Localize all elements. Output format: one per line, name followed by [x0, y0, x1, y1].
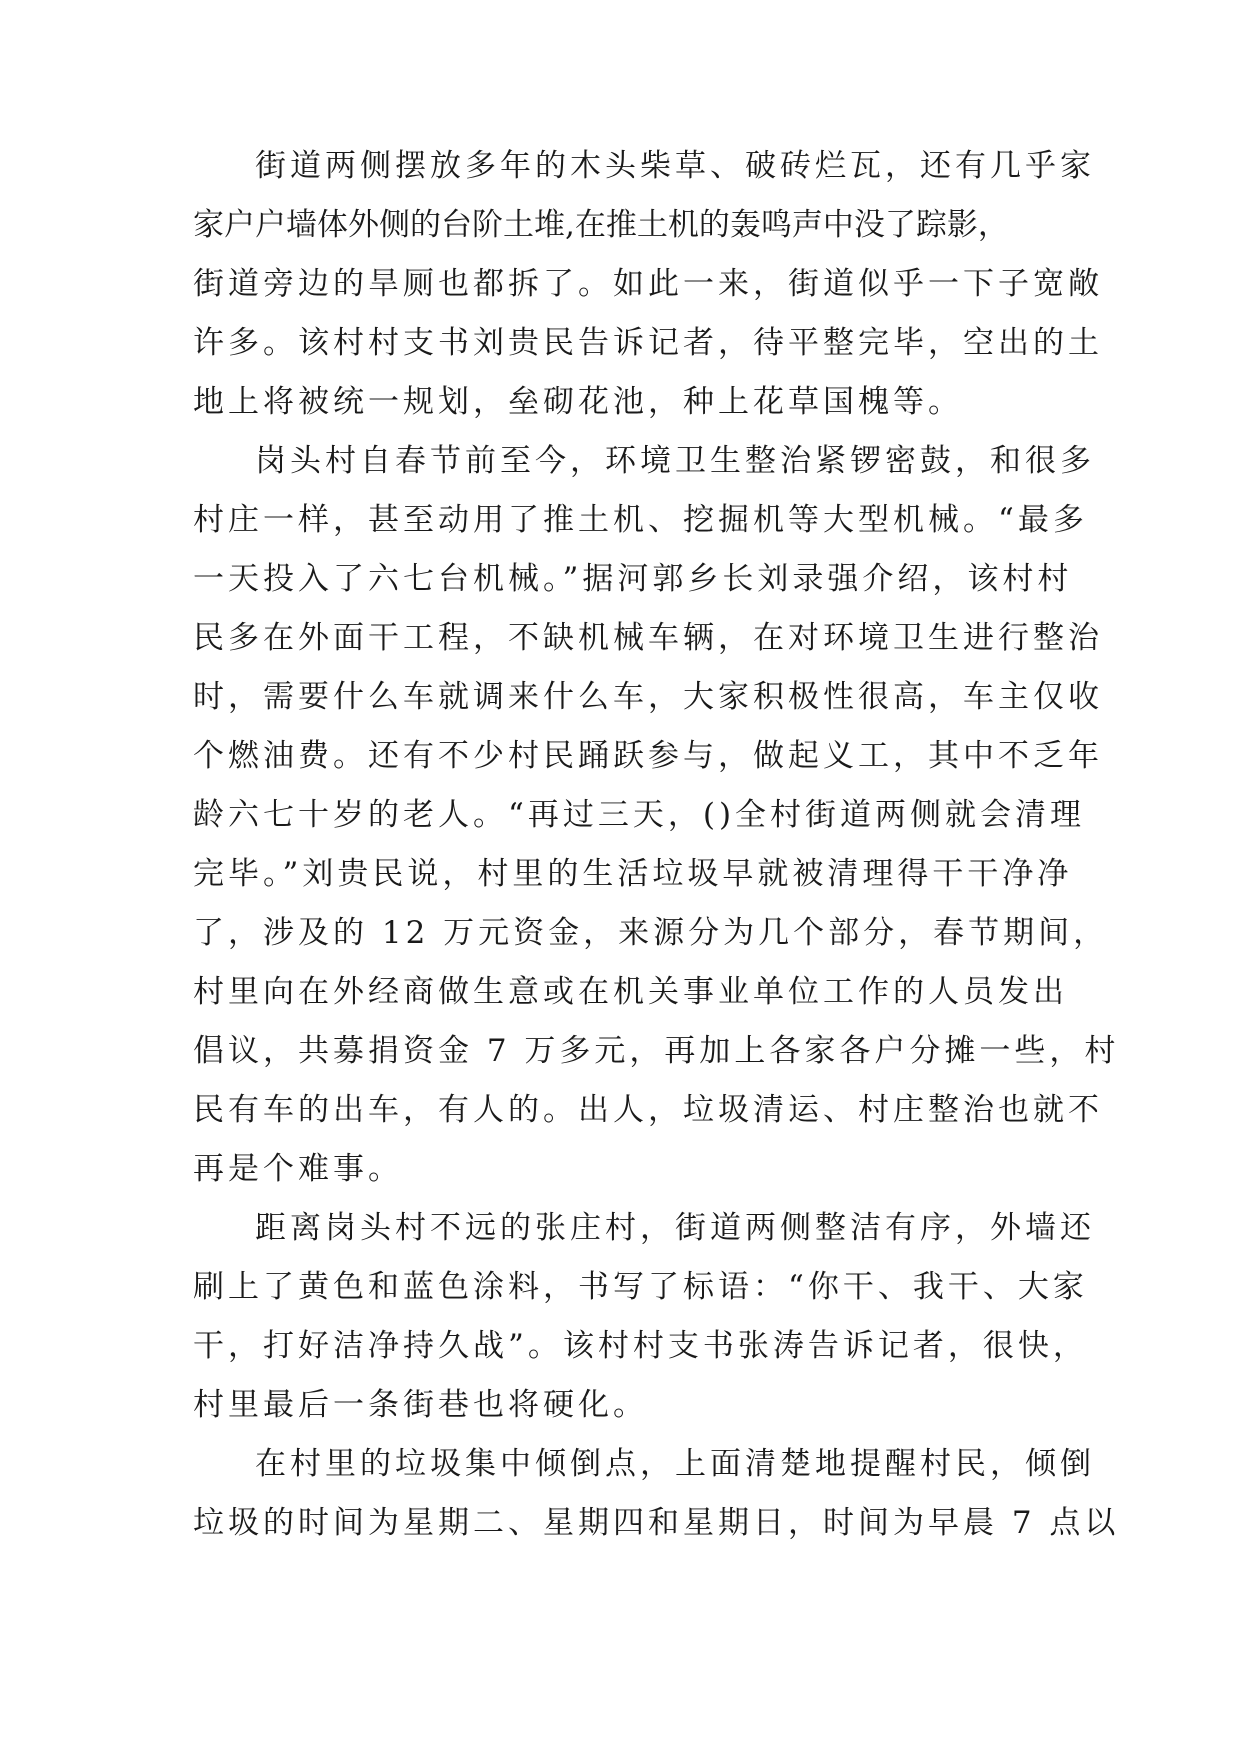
text-line: 刷上了黄色和蓝色涂料，书写了标语：“你干、我干、大家 — [193, 1269, 1088, 1305]
text-line: 地上将被统一规划，垒砌花池，种上花草国槐等。 — [193, 384, 963, 420]
text-line: 在村里的垃圾集中倾倒点，上面清楚地提醒村民，倾倒 — [255, 1446, 1095, 1482]
text-line: 龄六七十岁的老人。“再过三天，()全村街道两侧就会清理 — [193, 797, 1086, 833]
text-line: 村里向在外经商做生意或在机关事业单位工作的人员发出 — [193, 974, 1068, 1010]
text-line: 距离岗头村不远的张庄村，街道两侧整洁有序，外墙还 — [255, 1210, 1095, 1246]
text-line: 民多在外面干工程，不缺机械车辆，在对环境卫生进行整治 — [193, 620, 1103, 656]
text-line: 街道两侧摆放多年的木头柴草、破砖烂瓦，还有几乎家 — [255, 148, 1095, 184]
text-line: 岗头村自春节前至今，环境卫生整治紧锣密鼓，和很多 — [255, 443, 1095, 479]
text-line: 许多。该村村支书刘贵民告诉记者，待平整完毕，空出的土 — [193, 325, 1103, 361]
text-line: 倡议，共募捐资金 7 万多元，再加上各家各户分摊一些，村 — [193, 1033, 1120, 1069]
text-line: 再是个难事。 — [193, 1151, 403, 1187]
text-line: 村里最后一条街巷也将硬化。 — [193, 1387, 648, 1423]
text-line: 民有车的出车，有人的。出人，垃圾清运、村庄整治也就不 — [193, 1092, 1103, 1128]
text-line: 垃圾的时间为星期二、星期四和星期日，时间为早晨 7 点以 — [193, 1505, 1120, 1541]
text-line: 干，打好洁净持久战”。该村村支书张涛告诉记者，很快， — [193, 1328, 1088, 1364]
text-line: 家户户墙体外侧的台阶土堆,在推土机的轰鸣声中没了踪影， — [193, 207, 1009, 243]
text-line: 了，涉及的 12 万元资金，来源分为几个部分，春节期间， — [193, 915, 1109, 951]
text-line: 个燃油费。还有不少村民踊跃参与，做起义工，其中不乏年 — [193, 738, 1103, 774]
text-line: 一天投入了六七台机械。”据河郭乡长刘录强介绍，该村村 — [193, 561, 1073, 597]
text-line: 街道旁边的旱厕也都拆了。如此一来，街道似乎一下子宽敞 — [193, 266, 1103, 302]
text-line: 时，需要什么车就调来什么车，大家积极性很高，车主仅收 — [193, 679, 1103, 715]
text-line: 村庄一样，甚至动用了推土机、挖掘机等大型机械。“最多 — [193, 502, 1088, 538]
text-line: 完毕。”刘贵民说，村里的生活垃圾早就被清理得干干净净 — [193, 856, 1073, 892]
